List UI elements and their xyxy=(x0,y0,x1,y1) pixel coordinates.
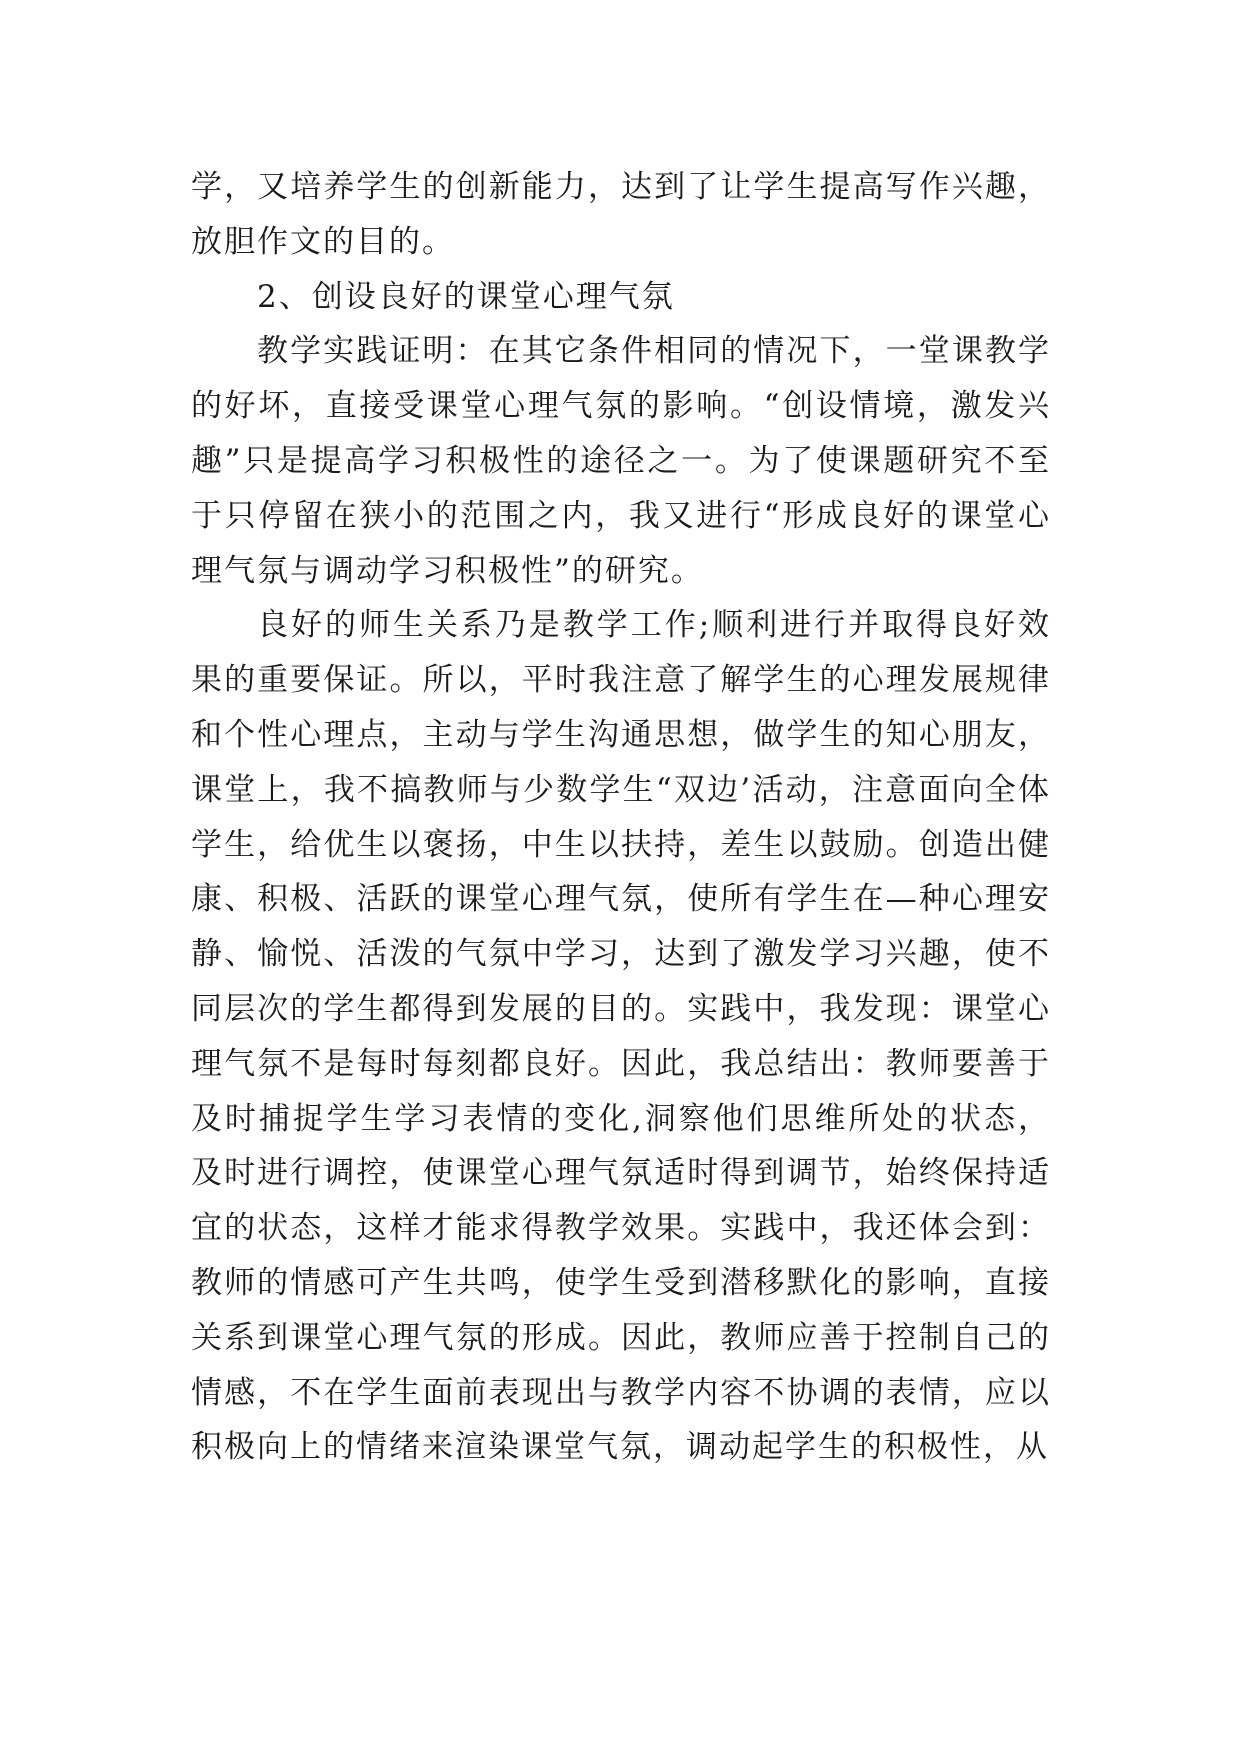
section-heading: 2、创设良好的课堂心理气氛 xyxy=(257,278,675,315)
body-text xyxy=(191,160,1051,1475)
paragraph-teacher-student-relationship: 良好的师生关系乃是教学工作;顺利进行并取得良好效果的重要保证。所以，平时我注意了解学生的心理发展规律和个性心理点，主动与学生沟通思想，做学生的知心朋友，课堂上，我不搞教师与少数学生“双边’活动，注意面向全体学生，给优生以褒扬，中生以扶持，差生以鼓励。创造出健康、积极、活跃的课堂心理气氛，使所有学生在—种心理安静、愉悦、活泼的气氛中学习，达到了激发学习兴趣，使不同层次的学生都得到发展的目的。实践中，我发现：课堂心理气氛不是每时每刻都良好。因此，我总结出：教师要善于及时捕捉学生学习表情的变化,洞察他们思维所处的状态，及时进行调控，使课堂心理气氛适时得到调节，始终保持适宜的状态，这样才能求得教学效果。实践中，我还体会到：教师的情感可产生共鸣，使学生受到潜移默化的影响，直接关系到课堂心理气氛的形成。因此，教师应善于控制自己的情感，不在学生面前表现出与教学内容不协调的表情，应以积极向上的情绪来渲染课堂气氛，调动起学生的积极性，从 xyxy=(191,607,1051,1466)
paragraph-continuation: 学，又培养学生的创新能力，达到了让学生提高写作兴趣，放胆作文的目的。 xyxy=(191,169,1051,260)
paragraph-teaching-practice: 教学实践证明：在其它条件相同的情况下，一堂课教学的好坏，直接受课堂心理气氛的影响。“创设情境，激发兴趣”只是提高学习积极性的途径之一。为了使课题研究不至于只停留在狭小的范围之内，我又进行“形成良好的课堂心理气氛与调动学习积极性”的研究。 xyxy=(191,333,1051,589)
